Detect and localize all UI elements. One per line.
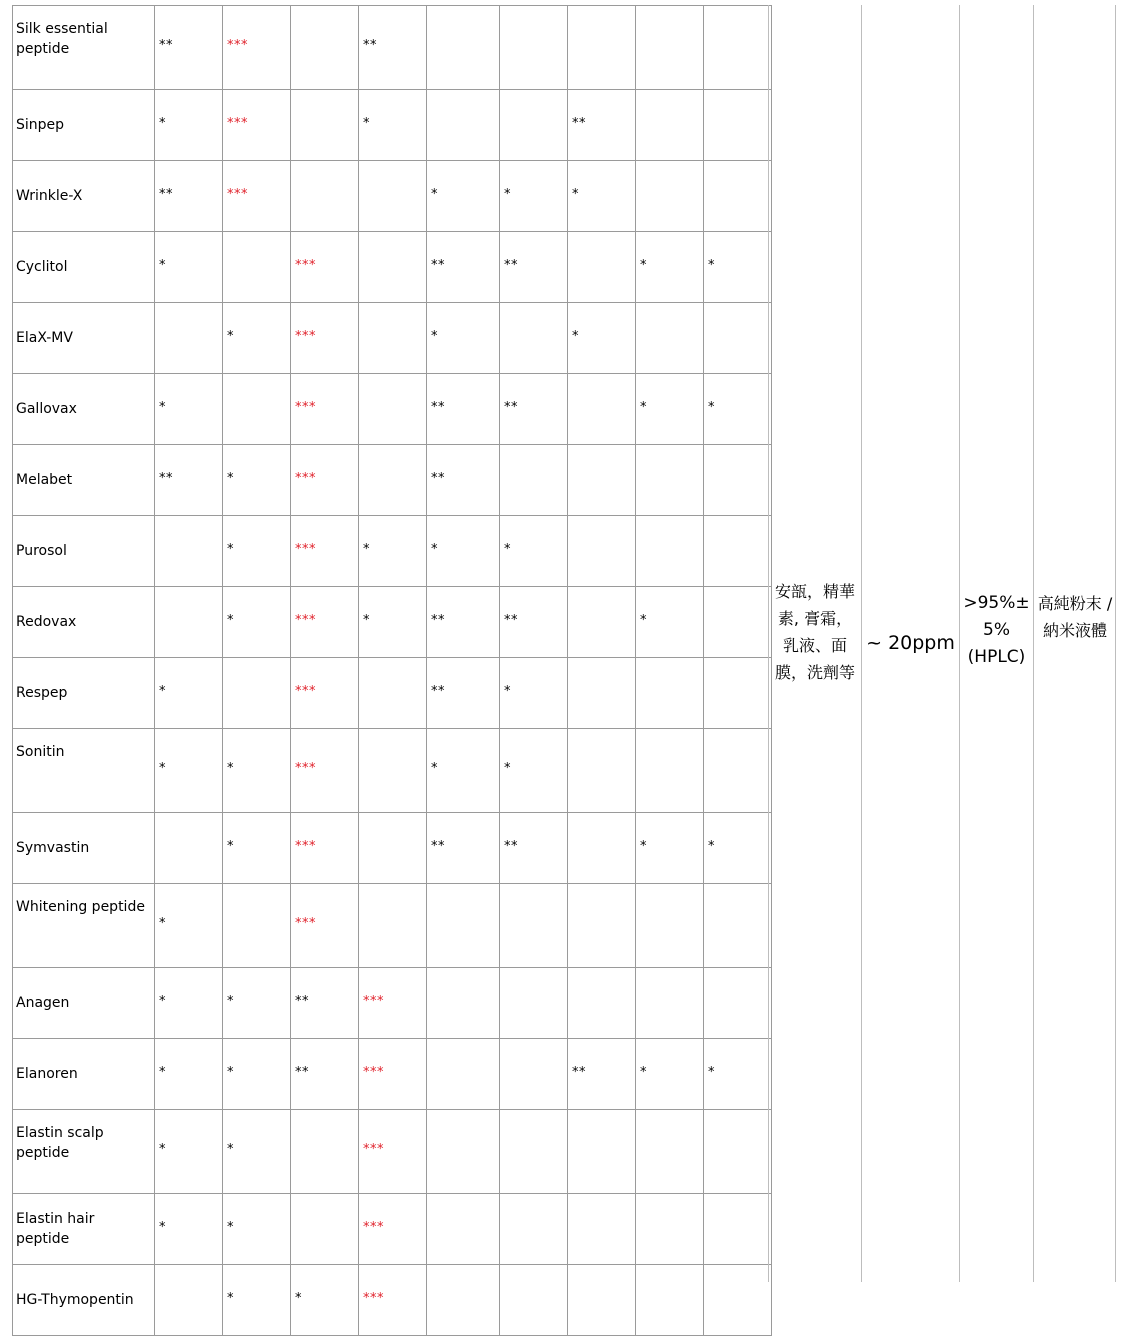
rating-stars: ** (431, 612, 445, 628)
rating-stars: * (640, 399, 647, 415)
rating-cell (568, 1265, 636, 1336)
rating-cell (500, 303, 568, 374)
rating-stars: * (159, 683, 166, 699)
rating-cell (636, 232, 704, 303)
rating-cell (568, 729, 636, 813)
rating-stars: * (431, 761, 438, 776)
rating-cell (291, 90, 359, 161)
rating-stars: * (227, 1290, 234, 1306)
table-row (13, 445, 772, 516)
peptide-name: HG-Thymopentin (13, 1265, 155, 1336)
rating-cell (568, 161, 636, 232)
rating-cell (223, 445, 291, 516)
table-row (13, 516, 772, 587)
rating-stars: * (504, 761, 511, 776)
rating-cell (500, 968, 568, 1039)
rating-stars: * (159, 115, 166, 131)
rating-stars: * (708, 257, 715, 273)
rating-cell (359, 587, 427, 658)
table-row (13, 90, 772, 161)
rating-stars: *** (295, 612, 316, 628)
rating-stars: * (227, 1219, 234, 1235)
rating-cell (500, 232, 568, 303)
rating-cell (500, 813, 568, 884)
rating-stars: *** (295, 916, 316, 931)
peptide-name: ElaX-MV (13, 303, 155, 374)
rating-stars: * (227, 761, 234, 776)
rating-cell (636, 303, 704, 374)
efficacy-table (12, 5, 772, 1336)
rating-stars: * (504, 683, 511, 699)
rating-cell (568, 374, 636, 445)
rating-cell (427, 445, 500, 516)
rating-cell (223, 1265, 291, 1336)
rating-cell (223, 1039, 291, 1110)
rating-cell (291, 1194, 359, 1265)
rating-cell (704, 232, 772, 303)
rating-cell (704, 6, 772, 90)
rating-stars: * (159, 993, 166, 1009)
rating-cell (359, 516, 427, 587)
rating-cell (568, 968, 636, 1039)
rating-cell (427, 303, 500, 374)
table-row (13, 303, 772, 374)
spec-divider (768, 5, 769, 1282)
table-row (13, 6, 772, 90)
rating-cell (636, 374, 704, 445)
rating-cell (359, 6, 427, 90)
rating-cell (427, 1194, 500, 1265)
rating-stars: ** (431, 470, 445, 486)
rating-stars: * (227, 1142, 234, 1157)
rating-cell (359, 729, 427, 813)
rating-cell (704, 161, 772, 232)
rating-stars: *** (227, 186, 248, 202)
table-row (13, 1110, 772, 1194)
rating-stars: * (431, 541, 438, 557)
rating-cell (427, 884, 500, 968)
rating-stars: * (640, 838, 647, 854)
rating-stars: ** (504, 399, 518, 415)
rating-cell (359, 161, 427, 232)
rating-cell (568, 813, 636, 884)
rating-cell (223, 884, 291, 968)
rating-cell (704, 1110, 772, 1194)
rating-cell (500, 161, 568, 232)
rating-cell (155, 1039, 223, 1110)
rating-cell (568, 6, 636, 90)
rating-cell (155, 884, 223, 968)
rating-cell (427, 374, 500, 445)
rating-stars: * (431, 186, 438, 202)
rating-cell (500, 374, 568, 445)
rating-stars: * (504, 186, 511, 202)
rating-cell (223, 232, 291, 303)
peptide-name: Silk essential peptide (13, 6, 155, 90)
rating-cell (223, 968, 291, 1039)
rating-cell (359, 813, 427, 884)
rating-cell (568, 1039, 636, 1110)
peptide-name: Symvastin (13, 813, 155, 884)
rating-stars: * (159, 1064, 166, 1080)
rating-stars: ** (431, 838, 445, 854)
rating-cell (291, 1039, 359, 1110)
rating-stars: * (227, 470, 234, 486)
peptide-name: Anagen (13, 968, 155, 1039)
rating-cell (359, 374, 427, 445)
rating-stars: * (708, 838, 715, 854)
table-row (13, 658, 772, 729)
rating-stars: * (708, 1064, 715, 1080)
rating-stars: *** (363, 1142, 384, 1157)
rating-cell (223, 729, 291, 813)
rating-cell (500, 1039, 568, 1110)
rating-cell (155, 516, 223, 587)
rating-cell (500, 729, 568, 813)
rating-cell (427, 968, 500, 1039)
rating-cell (359, 303, 427, 374)
rating-cell (568, 1194, 636, 1265)
rating-stars: ** (431, 257, 445, 273)
rating-cell (427, 232, 500, 303)
rating-cell (704, 658, 772, 729)
rating-cell (359, 968, 427, 1039)
peptide-name: Respep (13, 658, 155, 729)
rating-cell (427, 1039, 500, 1110)
rating-stars: *** (363, 1219, 384, 1235)
rating-cell (223, 1110, 291, 1194)
rating-stars: ** (504, 838, 518, 854)
rating-stars: * (227, 838, 234, 854)
rating-cell (427, 813, 500, 884)
rating-cell (155, 1194, 223, 1265)
rating-stars: * (572, 328, 579, 344)
rating-stars: ** (504, 612, 518, 628)
rating-stars: *** (295, 470, 316, 486)
rating-stars: * (363, 115, 370, 131)
peptide-name: Sinpep (13, 90, 155, 161)
table-row (13, 1194, 772, 1265)
rating-cell (500, 1110, 568, 1194)
rating-cell (500, 1194, 568, 1265)
rating-stars: *** (227, 115, 248, 131)
rating-cell (636, 445, 704, 516)
rating-cell (427, 161, 500, 232)
rating-stars: *** (363, 993, 384, 1009)
rating-cell (500, 658, 568, 729)
rating-cell (704, 1039, 772, 1110)
rating-cell (223, 303, 291, 374)
rating-stars: * (640, 257, 647, 273)
rating-cell (636, 658, 704, 729)
rating-cell (636, 6, 704, 90)
rating-stars: ** (572, 115, 586, 131)
rating-cell (636, 968, 704, 1039)
rating-cell (291, 232, 359, 303)
rating-stars: *** (295, 328, 316, 344)
peptide-name: Redovax (13, 587, 155, 658)
table-row (13, 968, 772, 1039)
rating-stars: * (572, 186, 579, 202)
rating-cell (155, 303, 223, 374)
rating-cell (636, 587, 704, 658)
rating-cell (568, 90, 636, 161)
rating-cell (636, 1194, 704, 1265)
rating-cell (291, 968, 359, 1039)
rating-cell (568, 884, 636, 968)
table-row (13, 161, 772, 232)
peptide-name: Sonitin (13, 729, 155, 813)
rating-cell (568, 516, 636, 587)
table-row (13, 232, 772, 303)
rating-cell (223, 1194, 291, 1265)
rating-cell (359, 658, 427, 729)
table-row (13, 729, 772, 813)
rating-stars: ** (295, 993, 309, 1009)
table-row (13, 884, 772, 968)
rating-cell (223, 90, 291, 161)
rating-cell (636, 90, 704, 161)
rating-cell (500, 445, 568, 516)
rating-cell (427, 1265, 500, 1336)
rating-stars: * (640, 612, 647, 628)
rating-stars: * (159, 1219, 166, 1235)
rating-cell (568, 587, 636, 658)
peptide-name: Elastin hair peptide (13, 1194, 155, 1265)
rating-stars: ** (159, 38, 173, 53)
table-row (13, 1265, 772, 1336)
rating-cell (155, 1110, 223, 1194)
rating-cell (704, 303, 772, 374)
rating-cell (704, 445, 772, 516)
rating-stars: * (159, 761, 166, 776)
rating-cell (155, 587, 223, 658)
rating-stars: *** (295, 399, 316, 415)
rating-cell (155, 445, 223, 516)
rating-cell (636, 161, 704, 232)
rating-stars: ** (159, 470, 173, 486)
rating-cell (704, 374, 772, 445)
rating-cell (155, 6, 223, 90)
rating-cell (359, 1265, 427, 1336)
rating-cell (155, 813, 223, 884)
rating-cell (704, 516, 772, 587)
rating-cell (291, 303, 359, 374)
rating-cell (359, 445, 427, 516)
rating-cell (155, 1265, 223, 1336)
rating-stars: * (159, 1142, 166, 1157)
rating-cell (223, 516, 291, 587)
rating-cell (636, 1110, 704, 1194)
peptide-name: Wrinkle-X (13, 161, 155, 232)
rating-cell (568, 1110, 636, 1194)
rating-stars: ** (295, 1064, 309, 1080)
rating-cell (500, 516, 568, 587)
rating-cell (291, 6, 359, 90)
rating-cell (704, 90, 772, 161)
rating-cell (500, 884, 568, 968)
rating-stars: ** (572, 1064, 586, 1080)
application-spec: 安瓿，精華素, 膏霜，乳液、面膜，洗劑等 (774, 582, 855, 682)
rating-stars: * (227, 541, 234, 557)
rating-stars: * (708, 399, 715, 415)
rating-cell (359, 1110, 427, 1194)
rating-cell (427, 1110, 500, 1194)
rating-stars: *** (295, 838, 316, 854)
rating-stars: *** (363, 1290, 384, 1306)
rating-cell (500, 90, 568, 161)
rating-cell (704, 884, 772, 968)
rating-cell (291, 516, 359, 587)
rating-stars: * (363, 612, 370, 628)
rating-cell (155, 968, 223, 1039)
rating-stars: * (504, 541, 511, 557)
concentration-spec: ~ 20ppm (866, 632, 955, 654)
rating-stars: * (159, 916, 166, 931)
rating-cell (568, 303, 636, 374)
rating-cell (500, 587, 568, 658)
form-spec: 高純粉末 / 納米液體 (1037, 594, 1113, 640)
rating-cell (704, 587, 772, 658)
rating-cell (223, 161, 291, 232)
rating-stars: *** (295, 683, 316, 699)
rating-stars: * (227, 328, 234, 344)
peptide-name: Purosol (13, 516, 155, 587)
rating-cell (291, 1110, 359, 1194)
peptide-name: Elanoren (13, 1039, 155, 1110)
rating-cell (291, 1265, 359, 1336)
rating-cell (155, 161, 223, 232)
rating-cell (636, 516, 704, 587)
purity-spec: >95%± 5% (HPLC) (963, 593, 1030, 667)
rating-cell (427, 90, 500, 161)
rating-cell (223, 587, 291, 658)
rating-cell (704, 1265, 772, 1336)
rating-stars: * (363, 541, 370, 557)
rating-stars: ** (504, 257, 518, 273)
rating-cell (500, 1265, 568, 1336)
rating-cell (568, 232, 636, 303)
rating-cell (636, 1039, 704, 1110)
rating-cell (291, 161, 359, 232)
rating-cell (291, 445, 359, 516)
peptide-name: Cyclitol (13, 232, 155, 303)
rating-stars: *** (363, 1064, 384, 1080)
rating-stars: * (227, 993, 234, 1009)
rating-stars: * (159, 257, 166, 273)
rating-cell (636, 813, 704, 884)
rating-cell (155, 729, 223, 813)
rating-cell (155, 90, 223, 161)
rating-cell (427, 729, 500, 813)
rating-cell (359, 1194, 427, 1265)
rating-cell (636, 1265, 704, 1336)
rating-stars: ** (363, 38, 377, 53)
peptide-name: Whitening peptide (13, 884, 155, 968)
rating-cell (704, 813, 772, 884)
peptide-name: Melabet (13, 445, 155, 516)
rating-cell (223, 6, 291, 90)
rating-cell (223, 813, 291, 884)
table-row (13, 587, 772, 658)
rating-cell (223, 658, 291, 729)
table-row (13, 813, 772, 884)
rating-cell (636, 729, 704, 813)
rating-cell (359, 884, 427, 968)
rating-cell (500, 6, 568, 90)
rating-cell (704, 729, 772, 813)
rating-stars: ** (431, 683, 445, 699)
rating-cell (359, 90, 427, 161)
rating-stars: *** (295, 257, 316, 273)
rating-stars: *** (295, 761, 316, 776)
peptide-name: Elastin scalp peptide (13, 1110, 155, 1194)
rating-cell (427, 587, 500, 658)
rating-cell (291, 729, 359, 813)
rating-cell (568, 445, 636, 516)
rating-cell (359, 1039, 427, 1110)
rating-cell (223, 374, 291, 445)
rating-cell (155, 374, 223, 445)
rating-stars: *** (227, 38, 248, 53)
rating-cell (155, 232, 223, 303)
rating-stars: * (295, 1290, 302, 1306)
rating-cell (427, 516, 500, 587)
rating-stars: ** (159, 186, 173, 202)
rating-stars: ** (431, 399, 445, 415)
rating-cell (291, 587, 359, 658)
rating-stars: * (159, 399, 166, 415)
rating-cell (291, 813, 359, 884)
rating-cell (704, 968, 772, 1039)
rating-stars: * (227, 612, 234, 628)
rating-cell (359, 232, 427, 303)
rating-cell (427, 6, 500, 90)
rating-cell (155, 658, 223, 729)
rating-cell (427, 658, 500, 729)
rating-cell (291, 884, 359, 968)
rating-cell (291, 374, 359, 445)
rating-stars: *** (295, 541, 316, 557)
peptide-name: Gallovax (13, 374, 155, 445)
table-row (13, 1039, 772, 1110)
rating-cell (568, 658, 636, 729)
rating-stars: * (640, 1064, 647, 1080)
rating-cell (636, 884, 704, 968)
rating-cell (704, 1194, 772, 1265)
table-row (13, 374, 772, 445)
rating-cell (291, 658, 359, 729)
rating-stars: * (431, 328, 438, 344)
rating-stars: * (227, 1064, 234, 1080)
